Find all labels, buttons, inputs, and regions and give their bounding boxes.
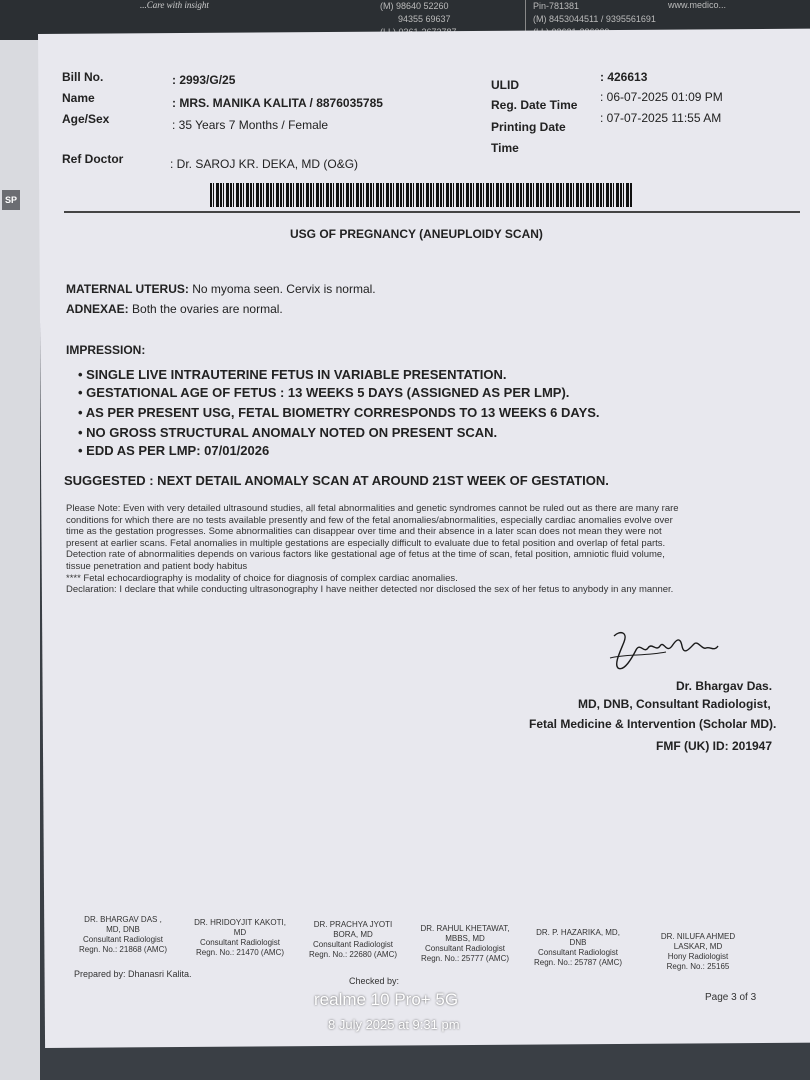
impression-heading: IMPRESSION: <box>66 343 146 357</box>
doctor-card: DR. RAHUL KHETAWAT, MBBS, MD Consultant Radiologist Regn. No.: 25777 (AMC) <box>420 924 510 963</box>
print-time-label: Time <box>491 141 519 155</box>
contact-left: (M) 98640 52260 94355 69637 <box>380 1 451 24</box>
ulid-value: : 426613 <box>600 70 648 84</box>
ref-label: Ref Doctor <box>62 152 124 166</box>
bill-value: : 2993/G/25 <box>172 73 236 87</box>
suggested-line: SUGGESTED : NEXT DETAIL ANOMALY SCAN AT AROUND 21ST WEEK OF GESTATION. <box>64 473 609 488</box>
impression-item: • SINGLE LIVE INTRAUTERINE FETUS IN VARIABLE PRESENTATION. <box>78 367 507 382</box>
website: www.medico... <box>668 0 727 10</box>
signatory-fmf: FMF (UK) ID: 201947 <box>656 739 773 753</box>
signature-scribble <box>606 628 724 676</box>
doctor-card: DR. HRIDOYJIT KAKOTI, MD Consultant Radiologist Regn. No.: 21470 (AMC) <box>194 918 286 957</box>
checked-by: Checked by: <box>349 976 400 986</box>
bill-label: Bill No. <box>62 70 104 84</box>
adnexae-finding: ADNEXAE: Both the ovaries are normal. <box>66 302 283 316</box>
disclaimer-note: Please Note: Even with very detailed ultrasound studies, all fetal abnormalities and genetic syndromes cannot be ruled out as there are many rare conditions for which there are no tests available presently and few of the fetal anomalies/abnormalities, especially cardiac anomalies evolve over time as the gestation progresses. Some abnormalities can disappear over time and their absence in a later scan does not mean they were not present at earlier scans. Fetal anomalies in multiple gestations are especially difficult to evaluate due to fetal position and overlap of fetal parts. Detection rate of abnormalities depends on various factors like gestational age of fetus at the time of scan, fetal position, amniotic fluid volume, tissue penetration and patient body habitus **** Fetal echocardiography is modality of choice for diagnosis of complex cardiac anomalies. Declaration: I declare that while conducting ultrasonography I have neither detected nor disclosed the sex of her fetus to anybody in any manner. <box>66 503 679 596</box>
age-value: : 35 Years 7 Months / Female <box>172 118 329 132</box>
tagline: ...Care with insight <box>140 0 209 10</box>
age-label: Age/Sex <box>62 112 110 126</box>
doctor-card: DR. P. HAZARIKA, MD, DNB Consultant Radiologist Regn. No.: 25787 (AMC) <box>533 928 623 967</box>
camera-device-watermark: realme 10 Pro+ 5G <box>314 990 459 1009</box>
doctor-card: DR. NILUFA AHMED LASKAR, MD Hony Radiologist Regn. No.: 25165 <box>660 932 736 971</box>
reg-label: Reg. Date Time <box>491 98 578 112</box>
impression-item: • EDD AS PER LMP: 07/01/2026 <box>78 443 269 458</box>
doctor-card: DR. BHARGAV DAS , MD, DNB Consultant Radiologist Regn. No.: 21868 (AMC) <box>78 915 168 954</box>
doctor-card: DR. PRACHYA JYOTI BORA, MD Consultant Radiologist Regn. No.: 22680 (AMC) <box>308 920 398 959</box>
print-value: : 07-07-2025 11:55 AM <box>600 111 722 125</box>
ulid-label: ULID <box>491 78 519 92</box>
signatory-role: Fetal Medicine & Intervention (Scholar MD). <box>529 717 777 731</box>
contact-right: Pin-781381 (M) 8453044511 / 9395561691 <box>533 1 656 24</box>
sheet-edge-label: SP <box>2 190 20 210</box>
signatory-qual: MD, DNB, Consultant Radiologist, <box>578 697 771 711</box>
prepared-by: Prepared by: Dhanasri Kalita. <box>74 969 192 979</box>
name-value: : MRS. MANIKA KALITA / 8876035785 <box>172 96 383 110</box>
header-rule <box>64 211 800 213</box>
signatory-name: Dr. Bhargav Das. <box>676 679 773 693</box>
impression-item: • GESTATIONAL AGE OF FETUS : 13 WEEKS 5 DAYS (ASSIGNED AS PER LMP). <box>78 385 569 400</box>
uterus-finding: MATERNAL UTERUS: No myoma seen. Cervix is normal. <box>66 282 376 296</box>
camera-timestamp-watermark: 8 July 2025 at 9:31 pm <box>328 1017 460 1032</box>
name-label: Name <box>62 91 95 105</box>
ref-value: : Dr. SAROJ KR. DEKA, MD (O&G) <box>170 157 359 171</box>
reg-value: : 06-07-2025 01:09 PM <box>600 90 723 104</box>
barcode <box>210 183 632 207</box>
impression-item: • NO GROSS STRUCTURAL ANOMALY NOTED ON PRESENT SCAN. <box>78 425 497 440</box>
impression-item: • AS PER PRESENT USG, FETAL BIOMETRY CORRESPONDS TO 13 WEEKS 6 DAYS. <box>78 405 600 420</box>
underlying-sheet <box>0 40 40 1080</box>
report-title: USG OF PREGNANCY (ANEUPLOIDY SCAN) <box>290 227 543 241</box>
page-number: Page 3 of 3 <box>705 992 757 1003</box>
print-label: Printing Date <box>491 120 566 134</box>
